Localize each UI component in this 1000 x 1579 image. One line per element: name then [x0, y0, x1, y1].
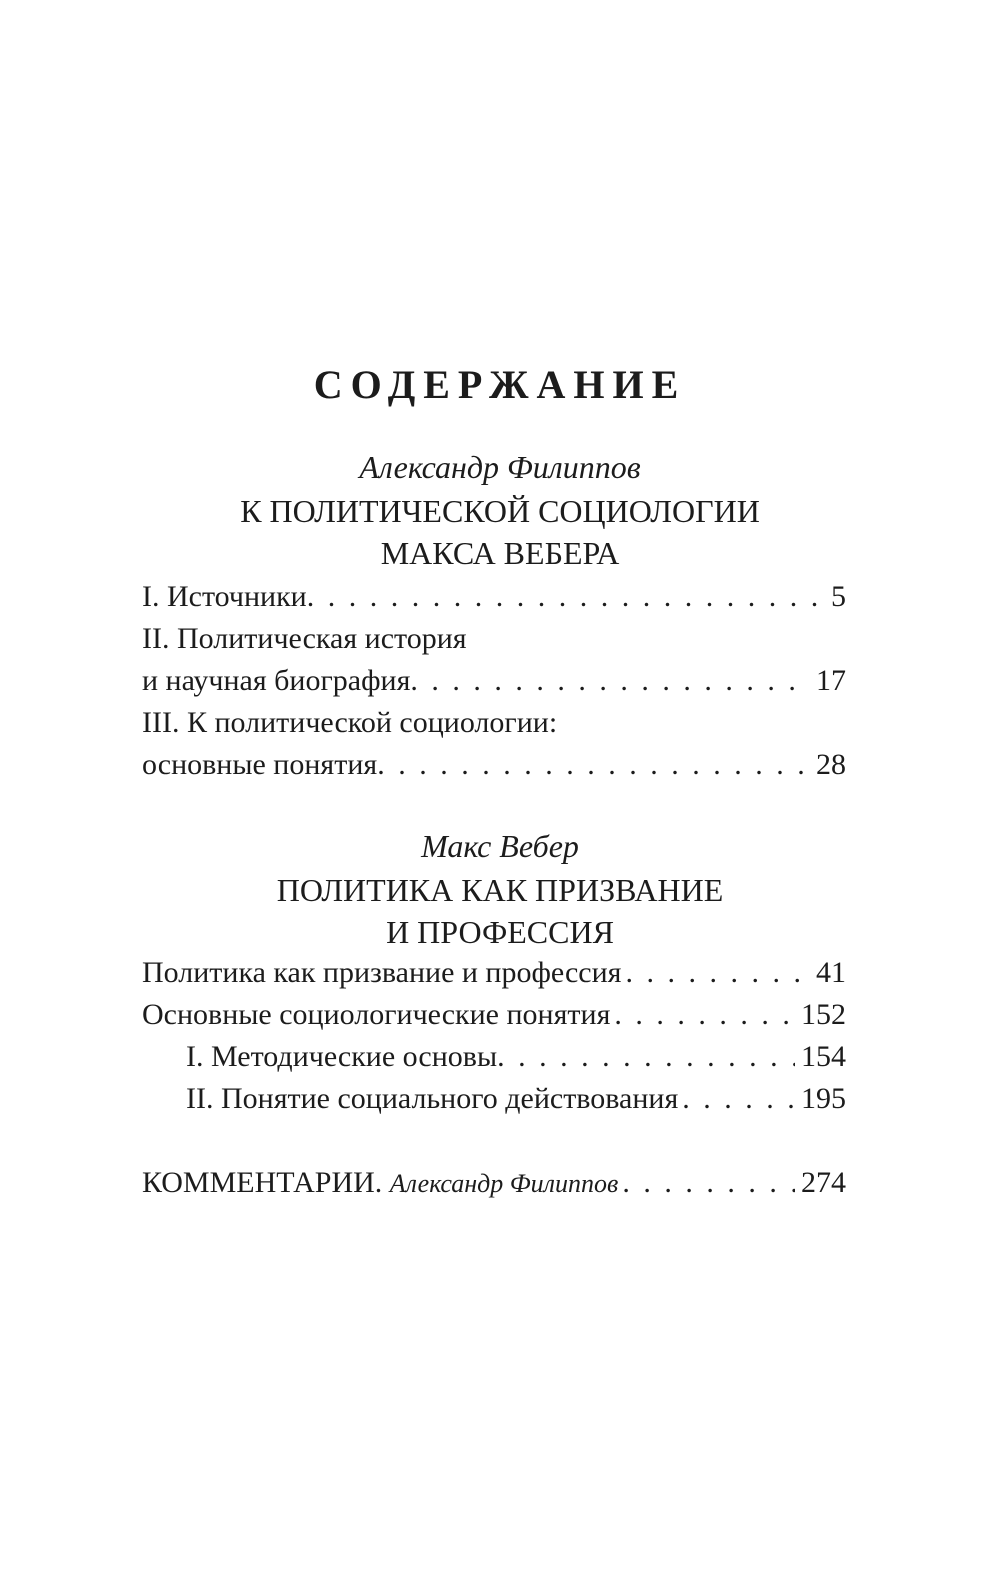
toc-entry-label-line1: II. Политическая история — [142, 622, 467, 655]
dot-leader — [497, 1035, 795, 1079]
dot-leader — [614, 993, 795, 1037]
part2-heading-line1: ПОЛИТИКА КАК ПРИЗВАНИЕ — [276, 872, 724, 908]
toc-entry-page: 274 — [801, 1166, 846, 1199]
toc-entry-comments[interactable] — [142, 1161, 846, 1206]
toc-entry-page: 17 — [816, 664, 846, 697]
toc-entry-methodical-basics[interactable] — [186, 1035, 846, 1079]
dot-leader — [307, 575, 825, 619]
toc-entry-sources[interactable] — [142, 575, 846, 619]
toc-entry-label: I. Методические основы — [186, 1040, 498, 1073]
toc-entry-basic-concepts[interactable] — [142, 743, 846, 787]
toc-entry-label: Основные социологические понятия — [142, 998, 611, 1031]
toc-entry-label: и научная биография — [142, 664, 411, 697]
toc-entry-page: 41 — [816, 956, 846, 989]
comments-label — [142, 1161, 618, 1206]
part2-heading-line2: И ПРОФЕССИЯ — [386, 914, 614, 950]
toc-entry-page: 5 — [831, 580, 846, 613]
toc-entry-politics-vocation[interactable] — [142, 951, 846, 995]
dot-leader — [682, 1077, 795, 1121]
toc-entry-label-line1: III. К политической социологии: — [142, 706, 558, 739]
toc-entry-sociological-concepts[interactable] — [142, 993, 846, 1037]
toc-entry-page: 154 — [801, 1040, 846, 1073]
comments-title: КОММЕНТАРИИ. — [142, 1166, 383, 1199]
toc-entry-label: Политика как призвание и профессия — [142, 956, 622, 989]
comments-author: Александр Филиппов — [389, 1169, 619, 1198]
toc-entry-political-history[interactable] — [142, 659, 846, 703]
toc-entry-label: основные понятия — [142, 748, 378, 781]
page-title: СОДЕРЖАНИЕ — [313, 362, 687, 407]
dot-leader — [377, 743, 810, 787]
part1-heading-line2: МАКСА ВЕБЕРА — [380, 535, 620, 571]
toc-entry-page: 28 — [816, 748, 846, 781]
toc-entry-label: II. Понятие социального действования — [186, 1082, 679, 1115]
dot-leader — [410, 659, 810, 703]
toc-entry-social-action[interactable] — [186, 1077, 846, 1121]
dot-leader — [622, 1161, 795, 1205]
toc-entry-page: 152 — [801, 998, 846, 1031]
toc-entry-page: 195 — [801, 1082, 846, 1115]
part2-author: Макс Вебер — [421, 828, 579, 864]
part1-heading-line1: К ПОЛИТИЧЕСКОЙ СОЦИОЛОГИИ — [240, 493, 760, 529]
toc-entry-label: I. Источники — [142, 580, 307, 613]
dot-leader — [625, 951, 810, 995]
part1-author: Александр Филиппов — [359, 449, 641, 485]
